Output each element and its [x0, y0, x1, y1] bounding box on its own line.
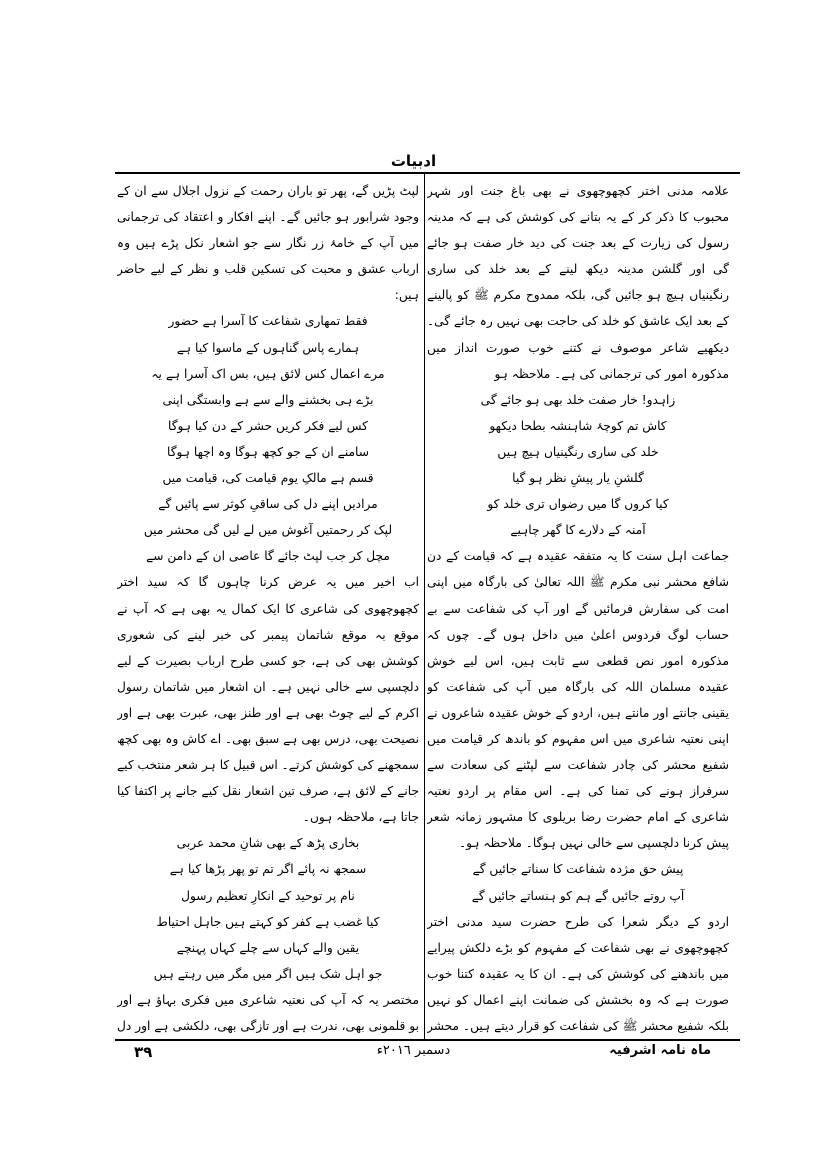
poem-line: آپ روتے جائیں گے ہم کو ہنساتے جائیں گے — [471, 888, 685, 903]
poem-line: جو اہل شک ہیں اگر میں مگر میں رہتے ہیں — [153, 966, 383, 981]
poem-line: گلشنِ یار پیشِ نظر ہو گیا — [512, 471, 644, 486]
prose-paragraph: مختصر یہ کہ آپ کی نعتیہ شاعری میں فکری بہاؤ ہے اور بو قلمونی بھی، ندرت ہے اور تازگی بھی، دلکشی ہے اور دل — [117, 992, 419, 1033]
poem-line: فقط تمھاری شفاعت کا آسرا ہے حضور — [168, 314, 368, 329]
poem-line: کاش تم کوچۂ شاہنشہ بطحا دیکھو — [489, 418, 667, 433]
section-title: ادبیات — [390, 152, 437, 170]
prose-paragraph: علامہ مدنی اختر کچھوچھوی نے بھی باغ جنت اور شہر محبوب کا ذکر کر کے یہ بتانے کی کوشش کی ہے کہ مدینہ رسول کی زیارت کے بعد جنت کی دید خار صفت ہو جائے گی اور گلشن مدینہ دیکھ لینے کے بعد خلد کی ساری رنگینیاں ہیچ ہو جائیں گی، بلکہ ممدوح مکرم ﷺ کو پالینے کے بعد ایک عاشق کو خلد کی حاجت بھی نہیں رہ جائے گی۔ دیکھیے شاعر موصوف نے کتنے خوب صورت انداز میں مذکورہ امور کی ترجمانی کی ہے۔ ملاحظہ ہو — [427, 184, 729, 381]
poem-line: لپک کر رحمتیں آغوش میں لے لیں گی محشر میں — [143, 523, 393, 538]
poem-line: زاہدو! خار صفت خلد بھی ہو جائے گی — [480, 392, 676, 407]
header-rule — [115, 172, 740, 174]
poem-block — [117, 308, 419, 569]
poem-line: سمجھ نہ پائے اگر تم تو پھر پڑھا کیا ہے — [169, 862, 367, 877]
footer-rule — [115, 1039, 740, 1041]
poem-line: نام پر توحید کے انکارِ تعظیم رسول — [181, 888, 355, 903]
prose-paragraph: جماعت اہل سنت کا یہ متفقہ عقیدہ ہے کہ قیامت کے دن شافع محشر نبی مکرم ﷺ اللہ تعالیٰ کی بارگاہ میں اپنی امت کی سفارش فرمائیں گے اور آپ کی شفاعت سے بے حساب لوگ فردوس اعلیٰ میں داخل ہوں گے۔ چوں کہ مذکورہ امور نص قطعی سے ثابت ہیں، اس لیے خوش عقیدہ مسلمان اللہ کی بارگاہ میں آپ کی شفاعت کو یقینی جانتے اور مانتے ہیں، اردو کے خوش عقیدہ شاعروں نے اپنی نعتیہ شاعری میں اس مفہوم کو باندھ کر قیامت میں شفیع محشر کی چادر شفاعت سے لپٹنے کی سعادت سے سرفراز ہونے کی تمنا کی ہے۔ اس مقام پر اردو نعتیہ شاعری کے امام حضرت رضا بریلوی کا مشہور زمانہ شعر پیش کرنا دلچسپی سے خالی نہیں ہوگا۔ ملاحظہ ہو۔ — [427, 549, 729, 851]
column-divider — [424, 174, 425, 1039]
poem-line: آمنہ کے دلارے کا گھر چاہیے — [510, 523, 646, 538]
prose-paragraph: اب اخیر میں یہ عرض کرنا چاہوں گا کہ سید اختر کچھوچھوی کی شاعری کا ایک کمال یہ بھی ہے کہ آپ نے موقع بہ موقع شاتمان پیمبر کی خبر لینے کی شعوری کوشش بھی کی ہے، جو کسی طرح ارباب بصیرت کے لیے دلچسپی سے خالی نہیں ہے۔ ان اشعار میں شاتمان رسول اکرم کے لیے چوٹ بھی ہے اور طنز بھی، عبرت بھی ہے اور نصیحت بھی، درس بھی ہے سبق بھی۔ اے کاش وہ بھی کچھ سمجھنے کی کوشش کرتے۔ اس قبیل کا ہر شعر منتخب کیے جانے کے لائق ہے، صرف تین اشعار نقل کیے جانے پر اکتفا کیا جاتا ہے، ملاحظہ ہوں۔ — [117, 575, 419, 825]
magazine-name: ماہ نامہ اشرفیہ — [609, 1043, 711, 1058]
prose-paragraph: لپٹ پڑیں گے، پھر تو باران رحمت کے نزول اجلال سے ان کے وجود شرابور ہو جائیں گے۔ اپنے افکار و اعتقاد کی ترجمانی میں آپ کے خامۂ زر نگار سے جو اشعار نکل پڑے ہیں وہ ارباب عشق و محبت کی تسکین قلب و نظر کے لیے حاضر ہیں: — [117, 184, 419, 303]
issue-date: دسمبر ٢٠١٦ء — [376, 1043, 451, 1058]
poem-line: کیا غضب ہے کفر کو کہتے ہیں جاہل احتیاط — [156, 914, 380, 929]
prose-paragraph: اردو کے دیگر شعرا کی طرح حضرت سید مدنی اختر کچھوچھوی نے بھی شفاعت کے مفہوم کو بڑے دلکش پیرایے میں باندھنے کی کوشش کی ہے۔ ان کا یہ عقیدہ کتنا خوب صورت ہے کہ وہ بخشش کی ضمانت اپنے اعمال کو نہیں بلکہ شفیع محشر ﷺ کی شفاعت کو قرار دیتے ہیں۔ محشر — [427, 914, 729, 1033]
poem-line: کیا کروں گا میں رضواں تری خلد کو — [487, 497, 669, 512]
poem-line: بڑے ہی بخشنے والے سے ہے وابستگی اپنی — [162, 392, 374, 407]
poem-line: بخاری پڑھ کے بھی شانِ محمد عربی — [176, 836, 360, 851]
page-number: ٣٩ — [134, 1043, 153, 1061]
poem-line: مرادیں اپنے دل کی ساقیِ کوثر سے پائیں گے — [158, 497, 378, 512]
poem-line: مرے اعمال کس لائق ہیں، بس اک آسرا ہے یہ — [151, 366, 385, 381]
poem-line: سامنے ان کے جو کچھ ہوگا وہ اچھا ہوگا — [167, 444, 369, 459]
poem-line: مچل کر جب لپٹ جائے گا عاصی ان کے دامن سے — [146, 549, 390, 564]
left-column — [117, 178, 419, 1036]
poem-line: خلد کی ساری رنگینیاں ہیچ ہیں — [497, 444, 659, 459]
poem-line: یقین والے کہاں سے چلے کہاں پہنچے — [176, 940, 360, 955]
poem-line: ہمارے پاس گناہوں کے ماسوا کیا ہے — [176, 340, 360, 355]
poem-line: پیش حق مژدہ شفاعت کا سناتے جائیں گے — [472, 862, 684, 877]
poem-block — [117, 830, 419, 987]
poem-line: کس لیے فکر کریں حشر کے دن کیا ہوگا — [168, 418, 368, 433]
right-column — [427, 178, 729, 1036]
poem-line: قسم ہے مالکِ یوم قیامت کی، قیامت میں — [162, 471, 374, 486]
poem-block — [427, 856, 729, 908]
poem-block — [427, 387, 729, 544]
